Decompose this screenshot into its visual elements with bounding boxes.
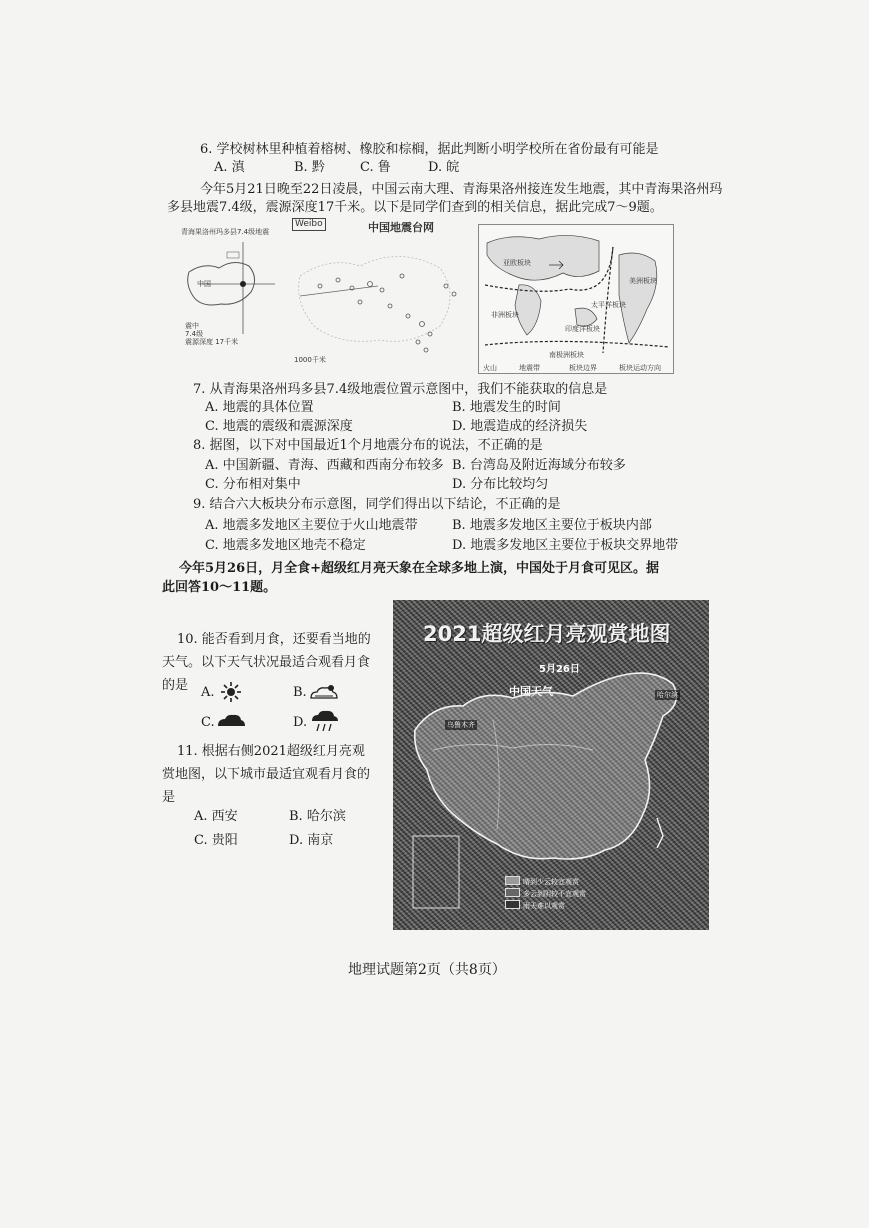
cloudy-icon bbox=[216, 711, 246, 729]
q11-stem-line3: 是 bbox=[162, 790, 176, 805]
earthquake-dots-svg bbox=[290, 216, 468, 366]
q8-option-c: C. 分布相对集中 bbox=[205, 477, 301, 492]
network-title: 中国地震台网 bbox=[368, 221, 434, 234]
q10-stem-line1: 10. 能否看到月食，还要看当地的 bbox=[177, 632, 371, 647]
rain-icon bbox=[310, 709, 340, 733]
page-footer: 地理试题第2页（共8页） bbox=[348, 962, 506, 978]
q11-option-c: C. 贵阳 bbox=[194, 833, 238, 848]
q7-option-d: D. 地震造成的经济损失 bbox=[452, 419, 588, 434]
q9-option-a: A. 地震多发地区主要位于火山地震带 bbox=[205, 518, 418, 533]
q7-option-c: C. 地震的震级和震源深度 bbox=[205, 419, 353, 434]
figure-title: 青海果洛州玛多县7.4级地震 bbox=[181, 228, 270, 236]
legend-clear: 晴到少云较宜观赏 bbox=[505, 876, 586, 888]
q10-stem-line3: 的是 bbox=[162, 678, 189, 693]
china-weather-logo: 中国天气 bbox=[509, 685, 553, 698]
legend-rain: 雨天难以观赏 bbox=[505, 900, 586, 912]
q8-option-b: B. 台湾岛及附近海域分布较多 bbox=[452, 458, 626, 473]
q8-stem: 8. 据图，以下对中国最近1个月地震分布的说法，不正确的是 bbox=[193, 438, 543, 453]
q11-option-d: D. 南京 bbox=[289, 833, 334, 848]
moon-map-legend bbox=[505, 876, 586, 912]
q10-option-c: C. bbox=[201, 715, 215, 730]
plate-label-indian: 印度洋板块 bbox=[565, 325, 600, 333]
plate-label-eurasian: 亚欧板块 bbox=[503, 259, 531, 267]
legend-seismic-belt: 地震带 bbox=[519, 364, 540, 372]
q11-option-a: A. 西安 bbox=[194, 809, 238, 824]
city-label-urumqi: 乌鲁木齐 bbox=[447, 721, 475, 729]
city-label-harbin: 哈尔滨 bbox=[657, 691, 678, 699]
q11-stem-line2: 赏地图，以下城市最适宜观看月食的 bbox=[162, 767, 371, 782]
q10-option-a: A. bbox=[201, 685, 215, 700]
intro-7-9-line1: 今年5月21日晚至22日凌晨，中国云南大理、青海果洛州接连发生地震，其中青海果洛州玛 bbox=[200, 182, 723, 197]
plate-label-pacific: 太平洋板块 bbox=[591, 301, 626, 309]
q8-option-d: D. 分布比较均匀 bbox=[452, 477, 549, 492]
plate-label-antarctic: 南极洲板块 bbox=[549, 351, 584, 359]
intro-10-11-line2: 此回答10～11题。 bbox=[162, 580, 277, 595]
q8-option-a: A. 中国新疆、青海、西藏和西南分布较多 bbox=[205, 458, 444, 473]
legend-plate-motion: 板块运动方向 bbox=[619, 364, 661, 372]
q6-option-c: C. 鲁 bbox=[360, 160, 391, 175]
plate-label-american: 美洲板块 bbox=[629, 277, 657, 285]
q10-stem-line2: 天气。以下天气状况最适合观看月食 bbox=[162, 655, 371, 670]
q6-option-a: A. 滇 bbox=[214, 160, 245, 175]
earthquake-location-figure bbox=[179, 222, 283, 350]
q11-stem-line1: 11. 根据右侧2021超级红月亮观 bbox=[177, 744, 365, 759]
q9-option-d: D. 地震多发地区主要位于板块交界地带 bbox=[452, 538, 679, 553]
q9-option-c: C. 地震多发地区地壳不稳定 bbox=[205, 538, 366, 553]
q6-stem: 6. 学校树林里种植着榕树、橡胶和棕榈，据此判断小明学校所在省份最有可能是 bbox=[200, 142, 659, 157]
intro-7-9-line2: 多县地震7.4级，震源深度17千米。以下是同学们查到的相关信息，据此完成7～9题。 bbox=[167, 200, 663, 215]
sunny-icon bbox=[220, 681, 242, 703]
partly-cloudy-icon bbox=[309, 683, 339, 701]
moon-map-title: 2021超级红月亮观赏地图 bbox=[423, 622, 671, 646]
scale-caption: 1000千米 bbox=[294, 356, 326, 364]
legend-magnitude: 7.4级 bbox=[185, 330, 204, 338]
super-red-moon-map bbox=[393, 600, 709, 930]
q9-stem: 9. 结合六大板块分布示意图，同学们得出以下结论，不正确的是 bbox=[193, 497, 561, 512]
q7-option-b: B. 地震发生的时间 bbox=[452, 400, 561, 415]
q10-option-b: B. bbox=[293, 685, 307, 700]
q9-option-b: B. 地震多发地区主要位于板块内部 bbox=[452, 518, 652, 533]
q7-stem: 7. 从青海果洛州玛多县7.4级地震位置示意图中，我们不能获取的信息是 bbox=[193, 382, 608, 397]
plates-map-figure bbox=[478, 224, 674, 374]
legend-depth: 震源深度 17千米 bbox=[185, 338, 239, 346]
country-label: 中国 bbox=[197, 280, 211, 288]
q6-option-d: D. 皖 bbox=[428, 160, 460, 175]
china-earthquake-network-figure bbox=[290, 216, 468, 366]
q10-option-d: D. bbox=[293, 715, 308, 730]
weibo-logo: Weibo bbox=[292, 218, 326, 231]
moon-map-date: 5月26日 bbox=[539, 664, 580, 675]
legend-volcano: 火山 bbox=[483, 364, 497, 372]
legend-epicenter: 震中 bbox=[185, 322, 199, 330]
legend-cloudy: 多云到阴较不宜观赏 bbox=[505, 888, 586, 900]
q6-option-b: B. 黔 bbox=[294, 160, 325, 175]
legend-plate-boundary: 板块边界 bbox=[569, 364, 597, 372]
intro-10-11-line1: 今年5月26日，月全食+超级红月亮天象在全球多地上演，中国处于月食可见区。据 bbox=[179, 561, 660, 576]
plate-label-african: 非洲板块 bbox=[491, 311, 519, 319]
q11-option-b: B. 哈尔滨 bbox=[289, 809, 346, 824]
q7-option-a: A. 地震的具体位置 bbox=[205, 400, 314, 415]
